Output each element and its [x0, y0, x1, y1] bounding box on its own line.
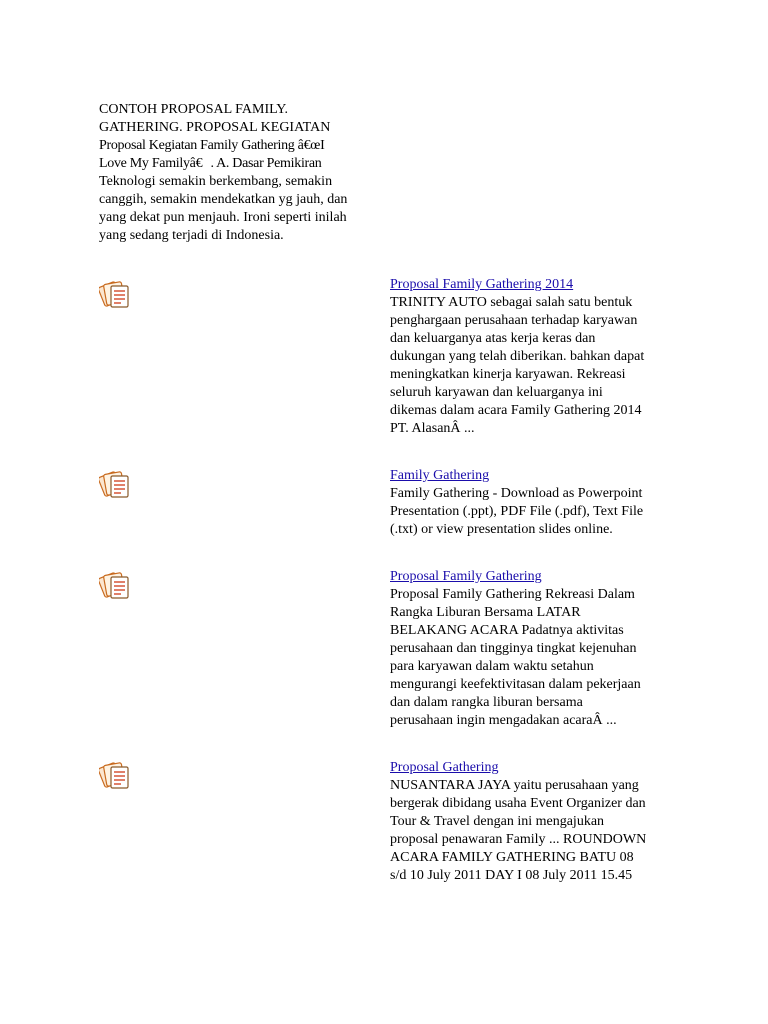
result-title-link[interactable]: Proposal Family Gathering 2014 — [390, 277, 574, 292]
document-stack-icon — [99, 569, 133, 601]
result-title-link[interactable]: Proposal Family Gathering — [390, 569, 542, 584]
search-result-entry — [390, 568, 680, 730]
intro-line: Teknologi semakin berkembang, semakin — [99, 174, 333, 189]
result-title-link[interactable]: Family Gathering — [390, 468, 490, 483]
intro-line: canggih, semakin mendekatkan yg jauh, dan — [99, 192, 348, 207]
result-snippet-line: Proposal Family Gathering Rekreasi Dalam — [390, 587, 635, 602]
result-snippet-line: para karyawan dalam waktu setahun — [390, 659, 594, 674]
intro-line: CONTOH PROPOSAL FAMILY. — [99, 102, 289, 117]
result-snippet-line: Presentation (.ppt), PDF File (.pdf), Text File — [390, 504, 644, 519]
result-snippet-line: PT. AlasanÂ ... — [390, 421, 475, 436]
result-snippet-line: NUSANTARA JAYA yaitu perusahaan yang — [390, 778, 639, 793]
result-snippet-line: dikemas dalam acara Family Gathering 2014 — [390, 403, 642, 418]
result-snippet-line: proposal penawaran Family ... ROUNDOWN — [390, 832, 647, 847]
intro-line: GATHERING. PROPOSAL KEGIATAN — [99, 120, 331, 135]
result-snippet-line: s/d 10 July 2011 DAY I 08 July 2011 15.45 — [390, 868, 633, 883]
result-snippet-line: ACARA FAMILY GATHERING BATU 08 — [390, 850, 634, 865]
intro-line: Proposal Kegiatan Family Gathering â€œI — [99, 138, 325, 153]
result-snippet-line: TRINITY AUTO sebagai salah satu bentuk — [390, 295, 633, 310]
result-snippet-line: (.txt) or view presentation slides online. — [390, 522, 613, 537]
search-result-entry — [390, 467, 680, 539]
document-stack-icon — [99, 759, 133, 791]
result-snippet-line: dan dalam rangka liburan bersama — [390, 695, 583, 710]
intro-line: yang sedang terjadi di Indonesia. — [99, 228, 284, 243]
result-snippet-line: Tour & Travel dengan ini mengajukan — [390, 814, 605, 829]
search-result-entry — [390, 759, 680, 885]
result-snippet-line: perusahaan dan tingginya tingkat kejenuhan — [390, 641, 637, 656]
document-stack-icon — [99, 468, 133, 500]
search-result-entry — [390, 276, 680, 438]
intro-paragraph — [99, 101, 377, 245]
result-snippet-line: meningkatkan kinerja karyawan. Rekreasi — [390, 367, 626, 382]
result-snippet-line: seluruh karyawan dan keluarganya ini — [390, 385, 603, 400]
intro-line: yang dekat pun menjauh. Ironi seperti inilah — [99, 210, 347, 225]
result-snippet-line: mengurangi keefektivitasan dalam pekerjaan — [390, 677, 641, 692]
result-snippet-line: dan keluarganya atas kerja keras dan — [390, 331, 596, 346]
result-snippet-line: penghargaan perusahaan terhadap karyawan — [390, 313, 638, 328]
result-snippet-line: perusahaan ingin mengadakan acaraÂ ... — [390, 713, 617, 728]
result-snippet-line: dukungan yang telah diberikan. bahkan dapat — [390, 349, 645, 364]
result-snippet-line: Family Gathering - Download as Powerpoint — [390, 486, 643, 501]
result-snippet-line: Rangka Liburan Bersama LATAR — [390, 605, 581, 620]
result-title-link[interactable]: Proposal Gathering — [390, 760, 499, 775]
document-stack-icon — [99, 278, 133, 310]
intro-line: Love My Familyâ€. A. Dasar Pemikiran — [99, 156, 322, 171]
result-snippet-line: bergerak dibidang usaha Event Organizer dan — [390, 796, 646, 811]
result-snippet-line: BELAKANG ACARA Padatnya aktivitas — [390, 623, 624, 638]
